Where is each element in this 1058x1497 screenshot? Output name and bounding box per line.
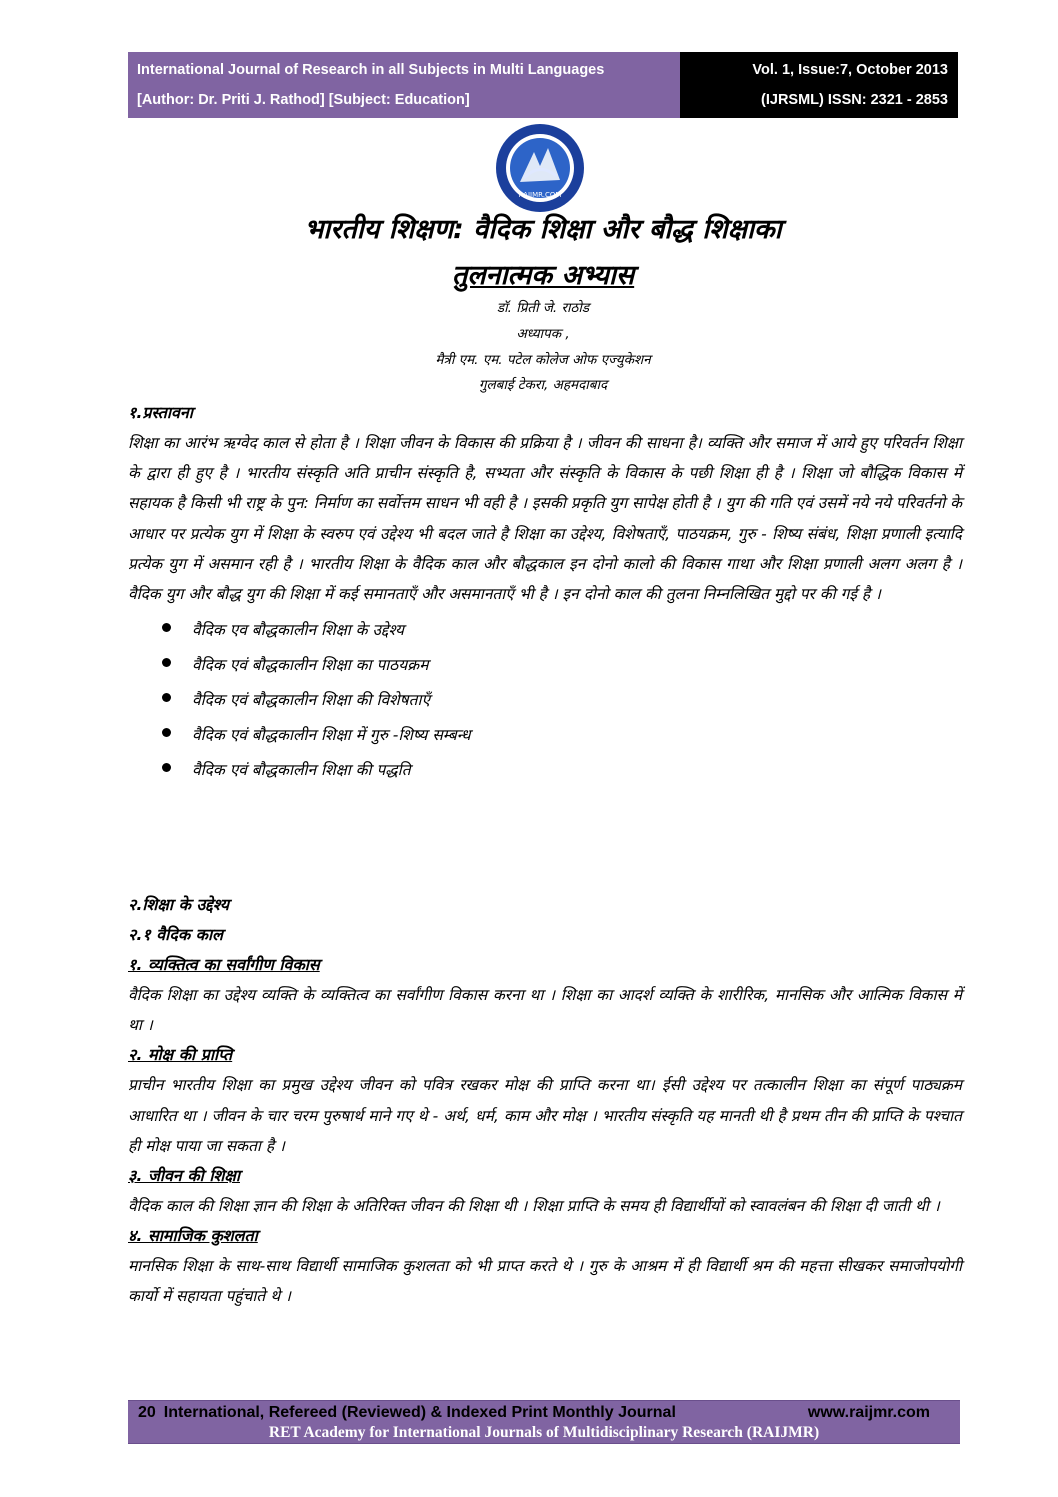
page-number: 20 xyxy=(138,1404,156,1421)
footer-url-link[interactable]: www.raijmr.com xyxy=(807,1404,930,1421)
article-title-line2: तुलनात्मक अभ्यास xyxy=(451,260,635,291)
author-subject-line: [Author: Dr. Priti J. Rathod] [Subject: Education] xyxy=(137,92,470,108)
article-title-line1: भारतीय शिक्षण: वैदिक शिक्षा और बौद्ध शिक्षाका xyxy=(304,214,782,245)
list-item xyxy=(128,720,962,755)
list-item xyxy=(128,650,962,685)
list-item-text: वैदिक एवं बौद्धकालीन शिक्षा का पाठयक्रम xyxy=(192,656,429,675)
aim-1-title: १. व्यक्तित्व का सर्वांगीण विकास xyxy=(128,955,320,974)
list-item-text: वैदिक एवं बौद्धकालीन शिक्षा में गुरु -शिष्य सम्बन्ध xyxy=(192,726,471,745)
page-footer xyxy=(128,1400,960,1444)
publisher-line: RET Academy for International Journals of Multidisciplinary Research (RAIJMR) xyxy=(268,1424,820,1441)
footer-line-1 xyxy=(138,1402,676,1424)
section-aims xyxy=(128,890,962,1312)
aim-3-text: वैदिक काल की शिक्षा ज्ञान की शिक्षा के अतिरिक्त जीवन की शिक्षा थी । शिक्षा प्राप्ति के समय ही विद्यार्थीयों को स्वावलंबन की शिक्षा दी जाती थी । xyxy=(128,1197,940,1216)
aim-2-text: प्राचीन भारतीय शिक्षा का प्रमुख उद्देश्य जीवन को पवित्र रखकर मोक्ष की प्राप्ति करना था। ईसी उद्देश्य पर तत्कालीन शिक्षा का संपूर्ण पाठ्यक्रम आधारित था । जीवन के चार चरम पुरुषार्थ माने गए थे - अर्थ, धर्म, काम और मोक्ष । भारतीय संस्कृति यह मानती थी है प्रथम तीन की प्राप्ति के पश्चात ही मोक्ष पाया जा सकता है । xyxy=(128,1076,962,1155)
bullet-icon xyxy=(162,763,171,772)
journal-name: International Journal of Research in all Subjects in Multi Languages xyxy=(137,62,605,78)
aim-4-title: ४. सामाजिक कुशलता xyxy=(128,1226,258,1246)
list-item-text: वैदिक एव बौद्धकालीन शिक्षा के उद्देश्य xyxy=(192,621,405,640)
list-item-text: वैदिक एवं बौद्धकालीन शिक्षा की विशेषताएँ xyxy=(192,691,431,710)
volume-issue: Vol. 1, Issue:7, October 2013 xyxy=(752,62,948,78)
list-item-text: वैदिक एवं बौद्धकालीन शिक्षा की पद्धति xyxy=(192,761,411,780)
bullet-icon xyxy=(162,728,171,737)
raijmr-logo-icon xyxy=(494,122,586,214)
author-designation: अध्यापक , xyxy=(516,326,570,342)
intro-heading: १.प्रस्तावना xyxy=(128,403,193,422)
list-item xyxy=(128,615,962,650)
author-college: मैत्री एम. एम. पटेल कोलेज ओफ एज्युकेशन xyxy=(435,352,651,368)
section-introduction xyxy=(128,398,962,790)
header-right-panel xyxy=(680,52,958,118)
aim-1-text: वैदिक शिक्षा का उद्देश्य व्यक्ति के व्यक्तित्व का सर्वांगीण विकास करना था । शिक्षा का आदर्श व्यक्ति के शारीरिक, मानसिक और आत्मिक विकास में था । xyxy=(128,986,962,1035)
journal-header xyxy=(128,52,958,118)
author-place: गुलबाई टेकरा, अहमदाबाद xyxy=(478,377,608,393)
bullet-icon xyxy=(162,658,171,667)
list-item xyxy=(128,685,962,720)
logo-text: RAIJMR.COM xyxy=(518,191,562,199)
author-name: डॉ. प्रिती जे. राठोड xyxy=(496,300,590,316)
intro-paragraph: शिक्षा का आरंभ ऋग्वेद काल से होता है । शिक्षा जीवन के विकास की प्रक्रिया है । जीवन की साधना है। व्यक्ति और समाज में आये हुए परिवर्तन शिक्षा के द्वारा ही हुए है । भारतीय संस्कृति अति प्राचीन संस्कृति है, सभ्यता और संस्कृति के विकास के पछी शिक्षा ही है । शिक्षा जो बौद्धिक विकास में सहायक है किसी भी राष्ट्र के पुन: निर्माण का सर्वोत्तम साधन भी वही है । इसकी प्रकृति युग सापेक्ष होती है । युग की गति एवं उसमें नये नये परिवर्तनो के आधार पर प्रत्येक युग में शिक्षा के स्वरुप एवं उद्देश्य भी बदल जाते है शिक्षा का उद्देश्य, विशेषताएँ, पाठयक्रम, गुरु - शिष्य संबंध, शिक्षा प्रणाली इत्यादि प्रत्येक युग में असमान रही है । भारतीय शिक्षा के वैदिक काल और बौद्धकाल इन दोनो कालो की विकास गाथा और शिक्षा प्रणाली अलग अलग है । वैदिक युग और बौद्ध युग की शिक्षा में कई समानताएँ और असमानताएँ भी है । इन दोनो काल की तुलना निम्नलिखित मुद्दो पर की गई है । xyxy=(128,434,962,604)
bullet-icon xyxy=(162,693,171,702)
journal-type: International, Refereed (Reviewed) & Indexed Print Monthly Journal xyxy=(163,1404,676,1421)
aims-heading: २.शिक्षा के उद्देश्य xyxy=(128,895,230,914)
list-item xyxy=(128,755,962,790)
bullet-icon xyxy=(162,623,171,632)
aim-4-text: मानसिक शिक्षा के साथ-साथ विद्यार्थी सामाजिक कुशलता को भी प्राप्त करते थे । गुरु के आश्रम में ही विद्यार्थी श्रम की महत्ता सीखकर समाजोपयोगी कार्यो में सहायता पहुंचाते थे । xyxy=(128,1257,962,1306)
aim-2-title: २. मोक्ष की प्राप्ति xyxy=(128,1045,233,1065)
vedic-period-subheading: २.१ वैदिक काल xyxy=(128,925,223,944)
aim-3-title: ३. जीवन की शिक्षा xyxy=(128,1166,240,1186)
header-left-panel xyxy=(128,52,680,118)
issn-line: (IJRSML) ISSN: 2321 - 2853 xyxy=(761,92,948,108)
comparison-points-list xyxy=(128,615,962,790)
